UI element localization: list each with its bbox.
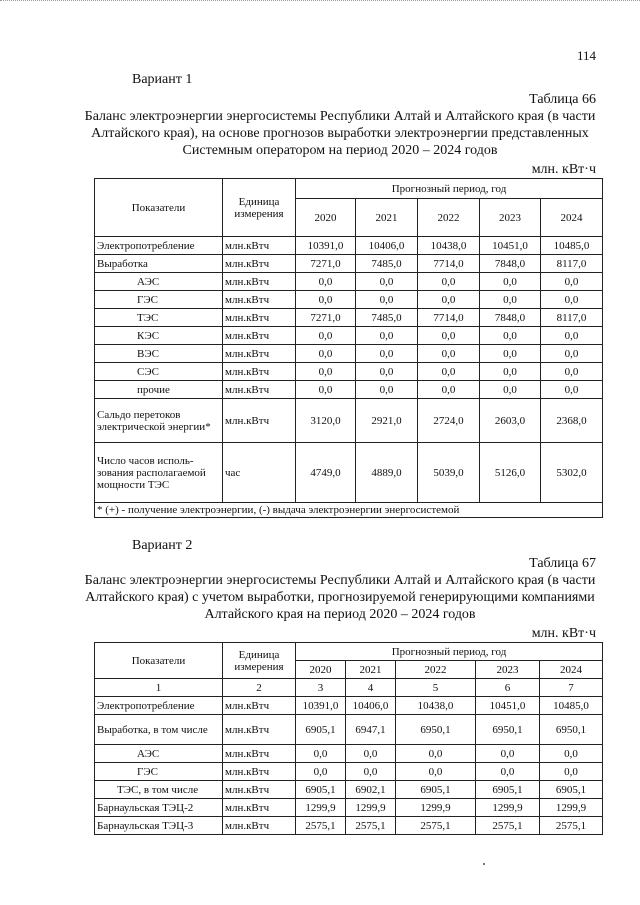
row-indicator: ВЭС [95,345,223,363]
row-indicator: Электропотребление [95,237,223,255]
row-value: 0,0 [296,745,346,763]
row-value: 2724,0 [418,399,480,443]
row-value: 5039,0 [418,443,480,503]
row-unit: млн.кВтч [223,273,296,291]
row-indicator: Число часов исполь-зования располагаемой мощности ТЭС [95,443,223,503]
row-indicator: ГЭС [95,291,223,309]
header-year: 2020 [296,661,346,679]
table-row [95,345,603,363]
row-indicator: ТЭС, в том числе [95,781,223,799]
row-value: 0,0 [418,273,480,291]
row-value: 6902,1 [346,781,396,799]
header-year: 2021 [356,199,418,237]
table-67-number: Таблица 67 [529,556,596,571]
table-67-unit: млн. кВт·ч [531,626,596,641]
row-value: 7271,0 [296,309,356,327]
row-indicator: АЭС [95,273,223,291]
row-value: 0,0 [296,363,356,381]
row-value: 2575,1 [540,817,603,835]
row-value: 8117,0 [541,309,603,327]
row-value: 10451,0 [480,237,541,255]
column-number: 4 [346,679,396,697]
table-67-title: Баланс электроэнергии энергосистемы Республики Алтай и Алтайского края (в части Алтайского края) с учетом выработки, прогнозируемой генерирующими компаниями Алтайского края на период 2020 – 2024 годов [84,573,596,622]
variant-1-label: Вариант 1 [132,72,193,87]
row-value: 10391,0 [296,237,356,255]
row-value: 0,0 [356,363,418,381]
row-indicator: Сальдо перетоков электрической энергии* [95,399,223,443]
table-67 [94,642,603,835]
header-indicator: Показатели [95,643,223,679]
table-66 [94,178,603,518]
row-value: 0,0 [396,763,476,781]
row-indicator: КЭС [95,327,223,345]
row-value: 7485,0 [356,255,418,273]
table-row [95,309,603,327]
row-value: 0,0 [480,381,541,399]
row-value: 10438,0 [396,697,476,715]
row-value: 10406,0 [356,237,418,255]
table-66-title: Баланс электроэнергии энергосистемы Республики Алтай и Алтайского края (в части Алтайского края), на основе прогнозов выработки электроэнергии представленных Системным оператором на период 2020 – 2024 годов [84,109,596,158]
row-value: 0,0 [541,381,603,399]
row-value: 10485,0 [540,697,603,715]
row-value: 0,0 [296,345,356,363]
row-unit: млн.кВтч [223,715,296,745]
row-value: 0,0 [346,745,396,763]
row-value: 0,0 [396,745,476,763]
header-indicator: Показатели [95,179,223,237]
row-value: 5126,0 [480,443,541,503]
row-value: 6905,1 [296,781,346,799]
table-row [95,781,603,799]
row-unit: млн.кВтч [223,237,296,255]
row-value: 6947,1 [346,715,396,745]
row-value: 10391,0 [296,697,346,715]
table-row [95,363,603,381]
row-unit: млн.кВтч [223,345,296,363]
table-row [95,715,603,745]
row-indicator: ГЭС [95,763,223,781]
row-value: 1299,9 [296,799,346,817]
row-unit: млн.кВтч [223,255,296,273]
row-value: 0,0 [541,327,603,345]
row-value: 0,0 [480,273,541,291]
page-number: 114 [576,48,596,63]
table-row [95,799,603,817]
row-unit: млн.кВтч [223,381,296,399]
row-unit: млн.кВтч [223,817,296,835]
row-value: 0,0 [356,345,418,363]
row-value: 3120,0 [296,399,356,443]
row-indicator: Электропотребление [95,697,223,715]
row-value: 0,0 [356,291,418,309]
row-value: 0,0 [541,345,603,363]
row-value: 10406,0 [346,697,396,715]
variant-2-label: Вариант 2 [132,538,193,553]
table-row [95,443,603,503]
header-year: 2022 [396,661,476,679]
row-value: 2575,1 [476,817,540,835]
row-value: 6905,1 [396,781,476,799]
row-value: 0,0 [476,745,540,763]
table-row [95,237,603,255]
row-value: 10451,0 [476,697,540,715]
row-indicator: АЭС [95,745,223,763]
table-66-unit: млн. кВт·ч [531,162,596,177]
table-row [95,327,603,345]
row-unit: млн.кВтч [223,745,296,763]
row-value: 0,0 [346,763,396,781]
row-value: 0,0 [480,327,541,345]
row-value: 7271,0 [296,255,356,273]
row-value: 0,0 [540,763,603,781]
row-value: 1299,9 [346,799,396,817]
row-indicator: Выработка [95,255,223,273]
header-year: 2024 [540,661,603,679]
row-value: 0,0 [418,345,480,363]
row-value: 1299,9 [540,799,603,817]
row-unit: млн.кВтч [223,697,296,715]
row-unit: млн.кВтч [223,291,296,309]
row-value: 0,0 [480,345,541,363]
row-indicator: Выработка, в том числе [95,715,223,745]
row-value: 0,0 [418,291,480,309]
row-unit: млн.кВтч [223,799,296,817]
column-number: 5 [396,679,476,697]
row-unit: млн.кВтч [223,327,296,345]
row-value: 10438,0 [418,237,480,255]
table-row [95,291,603,309]
row-value: 0,0 [541,273,603,291]
row-unit: млн.кВтч [223,399,296,443]
header-period: Прогнозный период, год [296,179,603,199]
column-number: 3 [296,679,346,697]
header-period: Прогнозный период, год [296,643,603,661]
column-number: 6 [476,679,540,697]
row-value: 4889,0 [356,443,418,503]
row-value: 1299,9 [396,799,476,817]
row-value: 0,0 [296,763,346,781]
row-unit: млн.кВтч [223,363,296,381]
row-value: 2921,0 [356,399,418,443]
row-value: 0,0 [296,291,356,309]
row-value: 8117,0 [541,255,603,273]
header-year: 2023 [480,199,541,237]
table-66-footnote: * (+) - получение электроэнергии, (-) выдача электроэнергии энергосистемой [95,503,603,518]
row-value: 4749,0 [296,443,356,503]
row-value: 1299,9 [476,799,540,817]
row-value: 0,0 [418,381,480,399]
table-66-number: Таблица 66 [529,92,596,107]
row-indicator: прочие [95,381,223,399]
row-indicator: ТЭС [95,309,223,327]
table-row [95,273,603,291]
row-value: 0,0 [356,327,418,345]
header-year: 2021 [346,661,396,679]
row-unit: млн.кВтч [223,763,296,781]
header-year: 2024 [541,199,603,237]
row-value: 7848,0 [480,309,541,327]
table-row [95,399,603,443]
row-indicator: Барнаульская ТЭЦ-2 [95,799,223,817]
row-value: 2603,0 [480,399,541,443]
row-value: 2575,1 [296,817,346,835]
row-value: 0,0 [418,363,480,381]
header-unit: Единица измерения [223,179,296,237]
row-value: 0,0 [476,763,540,781]
row-value: 7485,0 [356,309,418,327]
row-value: 0,0 [541,363,603,381]
row-value: 7714,0 [418,309,480,327]
row-value: 6950,1 [396,715,476,745]
row-indicator: Барнаульская ТЭЦ-3 [95,817,223,835]
row-value: 7848,0 [480,255,541,273]
row-value: 0,0 [480,363,541,381]
row-value: 0,0 [356,273,418,291]
row-value: 0,0 [418,327,480,345]
table-row [95,763,603,781]
row-unit: час [223,443,296,503]
row-value: 5302,0 [541,443,603,503]
row-value: 2368,0 [541,399,603,443]
row-value: 0,0 [480,291,541,309]
header-unit: Единица измерения [223,643,296,679]
row-value: 10485,0 [541,237,603,255]
header-year: 2022 [418,199,480,237]
row-value: 0,0 [296,273,356,291]
row-value: 0,0 [296,381,356,399]
row-value: 2575,1 [346,817,396,835]
header-year: 2020 [296,199,356,237]
row-value: 0,0 [356,381,418,399]
table-row [95,255,603,273]
row-value: 0,0 [296,327,356,345]
column-number: 1 [95,679,223,697]
table-row [95,697,603,715]
row-unit: млн.кВтч [223,309,296,327]
row-value: 0,0 [541,291,603,309]
scan-speck [483,863,485,865]
row-value: 6905,1 [296,715,346,745]
table-row [95,381,603,399]
row-indicator: СЭС [95,363,223,381]
header-year: 2023 [476,661,540,679]
row-value: 6905,1 [540,781,603,799]
row-value: 0,0 [540,745,603,763]
table-row [95,745,603,763]
row-value: 6950,1 [476,715,540,745]
row-value: 6950,1 [540,715,603,745]
row-value: 2575,1 [396,817,476,835]
row-value: 7714,0 [418,255,480,273]
row-unit: млн.кВтч [223,781,296,799]
scan-artifact-line [0,0,640,9]
column-number: 7 [540,679,603,697]
table-row [95,817,603,835]
column-number: 2 [223,679,296,697]
row-value: 6905,1 [476,781,540,799]
